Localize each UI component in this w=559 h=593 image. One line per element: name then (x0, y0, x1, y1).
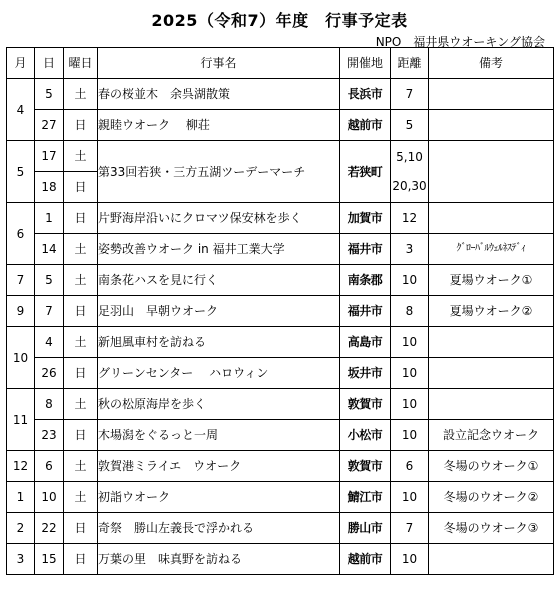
event-name: 親睦ウオーク 柳荘 (98, 110, 340, 141)
table-row (7, 110, 554, 141)
distance-cell: 3 (391, 234, 429, 265)
month-cell: 4 (7, 79, 35, 141)
table-row (7, 482, 554, 513)
remarks-cell: 夏場ウオーク② (429, 296, 554, 327)
weekday-cell: 土 (64, 79, 98, 110)
event-name: 秋の松原海岸を歩く (98, 389, 340, 420)
distance-cell: 10 (391, 420, 429, 451)
event-name: 片野海岸沿いにクロマツ保安林を歩く (98, 203, 340, 234)
month-cell: 1 (7, 482, 35, 513)
weekday-cell: 土 (64, 389, 98, 420)
distance-cell: 10 (391, 482, 429, 513)
header-remarks: 備考 (429, 48, 554, 79)
weekday-cell: 土 (64, 141, 98, 172)
table-row (7, 358, 554, 389)
table-row (7, 420, 554, 451)
header-month: 月 (7, 48, 35, 79)
distance-cell: 8 (391, 296, 429, 327)
event-name: 木場潟をぐるっと一周 (98, 420, 340, 451)
event-name: 奇祭 勝山左義長で浮かれる (98, 513, 340, 544)
day-cell: 26 (35, 358, 64, 389)
page-title: 2025（令和7）年度 行事予定表 (151, 11, 408, 30)
venue-cell: 加賀市 (340, 203, 391, 234)
schedule-body (7, 79, 554, 575)
venue-cell: 越前市 (340, 110, 391, 141)
day-cell: 22 (35, 513, 64, 544)
header-row (7, 48, 554, 79)
weekday-cell: 日 (64, 203, 98, 234)
day-cell: 4 (35, 327, 64, 358)
month-cell: 12 (7, 451, 35, 482)
remarks-cell (429, 358, 554, 389)
event-name: 足羽山 早朝ウオーク (98, 296, 340, 327)
weekday-cell: 土 (64, 482, 98, 513)
event-name: 新旭風車村を訪ねる (98, 327, 340, 358)
table-row (7, 296, 554, 327)
day-cell: 1 (35, 203, 64, 234)
day-cell: 5 (35, 79, 64, 110)
header-distance: 距離 (391, 48, 429, 79)
distance-cell: 7 (391, 79, 429, 110)
distance-cell: 6 (391, 451, 429, 482)
event-name: 春の桜並木 余呉湖散策 (98, 79, 340, 110)
table-row (7, 451, 554, 482)
venue-cell: 南条郡 (340, 265, 391, 296)
month-cell: 9 (7, 296, 35, 327)
distance-long-courses: 20,30 (392, 179, 427, 193)
remarks-cell (429, 110, 554, 141)
month-cell: 10 (7, 327, 35, 389)
remarks-cell (429, 544, 554, 575)
day-cell: 14 (35, 234, 64, 265)
weekday-cell: 日 (64, 358, 98, 389)
day-cell: 17 (35, 141, 64, 172)
table-row (7, 327, 554, 358)
table-row (7, 513, 554, 544)
distance-cell: 10 (391, 389, 429, 420)
table-row (7, 389, 554, 420)
day-cell: 6 (35, 451, 64, 482)
weekday-cell: 日 (64, 513, 98, 544)
remarks-cell: 設立記念ウオーク (429, 420, 554, 451)
day-cell: 5 (35, 265, 64, 296)
month-cell: 3 (7, 544, 35, 575)
venue-cell: 長浜市 (340, 79, 391, 110)
month-cell: 6 (7, 203, 35, 265)
distance-cell: 10 (391, 265, 429, 296)
event-name: 姿勢改善ウオーク in 福井工業大学 (98, 234, 340, 265)
venue-cell: 福井市 (340, 296, 391, 327)
remarks-cell (429, 203, 554, 234)
weekday-cell: 土 (64, 327, 98, 358)
organizer-name: NPO 福井県ウオーキング協会 (375, 35, 545, 49)
distance-cell (391, 141, 429, 203)
distance-cell: 10 (391, 327, 429, 358)
month-cell: 5 (7, 141, 35, 203)
venue-cell: 福井市 (340, 234, 391, 265)
remarks-cell (429, 389, 554, 420)
event-name: 第33回若狭・三方五湖ツーデーマーチ (98, 141, 340, 203)
venue-cell: 若狭町 (340, 141, 391, 203)
event-name: グリーンセンター ハロウィン (98, 358, 340, 389)
weekday-cell: 日 (64, 110, 98, 141)
schedule-table (6, 47, 554, 575)
distance-cell: 10 (391, 358, 429, 389)
remarks-cell: ｸﾞﾛｰﾊﾞﾙｳｪﾙﾈｽﾃﾞｨ (429, 234, 554, 265)
remarks-cell: 夏場ウオーク① (429, 265, 554, 296)
remarks-cell: 冬場のウオーク② (429, 482, 554, 513)
day-cell: 7 (35, 296, 64, 327)
remarks-cell: 冬場のウオーク① (429, 451, 554, 482)
distance-cell: 12 (391, 203, 429, 234)
table-row (7, 265, 554, 296)
day-cell: 10 (35, 482, 64, 513)
month-cell: 2 (7, 513, 35, 544)
remarks-cell (429, 79, 554, 110)
venue-cell: 敦賀市 (340, 451, 391, 482)
weekday-cell: 土 (64, 265, 98, 296)
remarks-cell (429, 141, 554, 203)
distance-cell: 10 (391, 544, 429, 575)
day-cell: 23 (35, 420, 64, 451)
day-cell: 15 (35, 544, 64, 575)
venue-cell: 越前市 (340, 544, 391, 575)
venue-cell: 坂井市 (340, 358, 391, 389)
distance-short-courses: 5,10 (396, 150, 423, 164)
header-weekday: 曜日 (64, 48, 98, 79)
event-name: 南条花ハスを見に行く (98, 265, 340, 296)
weekday-cell: 日 (64, 296, 98, 327)
weekday-cell: 土 (64, 451, 98, 482)
remarks-cell (429, 327, 554, 358)
weekday-cell: 日 (64, 420, 98, 451)
table-row (7, 141, 554, 172)
venue-cell: 勝山市 (340, 513, 391, 544)
venue-cell: 小松市 (340, 420, 391, 451)
table-row (7, 234, 554, 265)
day-cell: 18 (35, 172, 64, 203)
event-name: 敦賀港ミライエ ウオーク (98, 451, 340, 482)
venue-cell: 敦賀市 (340, 389, 391, 420)
event-name: 初詣ウオーク (98, 482, 340, 513)
weekday-cell: 土 (64, 234, 98, 265)
distance-cell: 7 (391, 513, 429, 544)
table-row (7, 544, 554, 575)
event-name: 万葉の里 味真野を訪ねる (98, 544, 340, 575)
distance-cell: 5 (391, 110, 429, 141)
header-event: 行事名 (98, 48, 340, 79)
header-day: 日 (35, 48, 64, 79)
venue-cell: 鯖江市 (340, 482, 391, 513)
day-cell: 27 (35, 110, 64, 141)
table-row (7, 79, 554, 110)
weekday-cell: 日 (64, 544, 98, 575)
weekday-cell: 日 (64, 172, 98, 203)
table-row (7, 203, 554, 234)
month-cell: 11 (7, 389, 35, 451)
venue-cell: 高島市 (340, 327, 391, 358)
header-venue: 開催地 (340, 48, 391, 79)
day-cell: 8 (35, 389, 64, 420)
remarks-cell: 冬場のウオーク③ (429, 513, 554, 544)
month-cell: 7 (7, 265, 35, 296)
